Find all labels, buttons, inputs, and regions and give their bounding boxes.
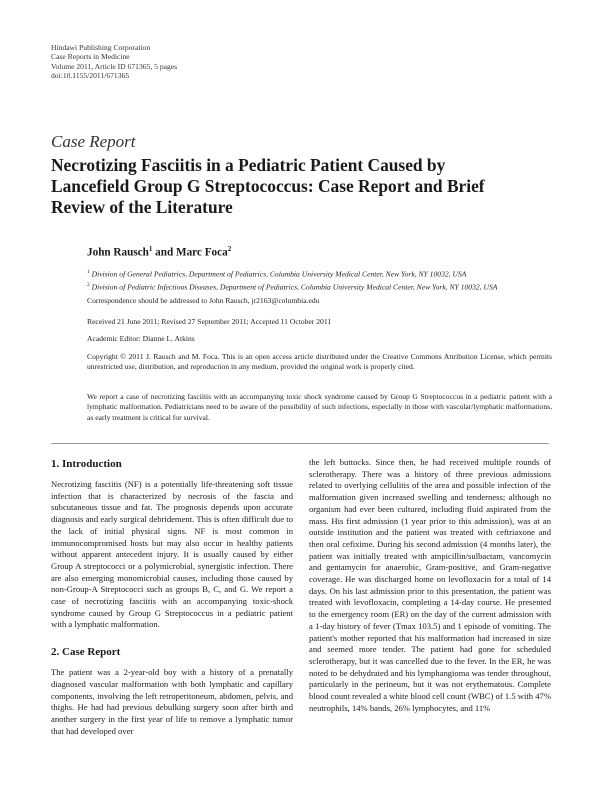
publisher-line: Hindawi Publishing Corporation [51,43,151,52]
case-report-paragraph: The patient was a 2-year-old boy with a history of a prenatally diagnosed vascular malformation with both lymphatic and capillary components, involving the left retroperitoneum, abdomen, pelvis, and thighs. He had had previous debulking surgery soon after birth and another surgery in the first year of life to remove a lymphatic tumor that had developed over [51,667,293,736]
volume-line: Volume 2011, Article ID 671365, 5 pages [51,61,178,71]
case-report-continued: the left buttocks. Since then, he had received multiple rounds of sclerotherapy. There was a history of three previous admissions related to overlying cellulitis of the area and possible infection of the malformation given increased swelling and tenderness; although no organism had ever been cultured, including fluid aspirated from the mass. His first admission (1 year prior to this admission), was at an outside institution and the patient was treated with ceftriaxone and then oral cefixime. During his second admission (4 months later), the patient was initially treated with ampicillin/sulbactam, vancomycin and gentamycin for anaerobic, Gram-positive, and Gram-negative coverage. He was discharged home on levofloxacin for a total of 14 days. On his last admission prior to this presentation, the patient was treated with levofloxacin, completing a 14-day course. He presented to the emergency room (ER) on the day of the current admission with a 1-day history of fever (Tmax 103.5) and 1 episode of vomiting. The patient's mother reported that his malformation had increased in size and seemed more tender. The patient had gone for scheduled sclerotherapy, but it was cancelled due to the fever. In the ER, he was noted to be dehydrated and his lymphangioma was tender throughout, particularly in the perineum, but it was not erythematous. Complete blood count revealed a white blood cell count (WBC) of 1.5 with 47% neutrophils, 14% bands, 26% lymphocytes, and 11% [309,457,551,713]
author-conjunction: and [152,246,177,259]
author-affiliation-mark: 1 [148,245,153,253]
affiliation-text: Division of Pediatric Infectious Diseases, Department of Pediatrics, Columbia University Medical Center, New York, NY 10032, USA [89,282,498,292]
article-dates: Received 21 June 2011; Revised 27 September 2011; Accepted 11 October 2011 [87,317,332,326]
affiliation-number: 1 [87,269,90,275]
affiliation-2 [87,280,552,293]
author-name: Marc Foca [176,246,228,259]
journal-name: Case Reports in Medicine [51,52,130,62]
affiliation-1 [87,267,552,280]
affiliations [87,267,552,293]
affiliation-number: 2 [87,281,90,288]
copyright-notice: Copyright © 2011 J. Rausch and M. Foca. This is an open access article distributed under the Creative Commons Attribution License, which permits unrestricted use, distribution, and reproduction in any medium, provided the original work is properly cited. [87,352,552,372]
right-column [309,457,551,714]
correspondence-note: Correspondence should be addressed to John Rausch, jr2163@columbia.edu [87,296,320,305]
section-heading-introduction: 1. Introduction [51,458,122,470]
article-title: Necrotizing Fasciitis in a Pediatric Patient Caused by Lancefield Group G Streptococcus: Case Report and Brief Review of the Literature [51,155,485,217]
introduction-paragraph: Necrotizing fasciitis (NF) is a potentially life-threatening soft tissue infection that is characterized by necrosis of the fascia and subcutaneous tissue and fat. The prognosis depends upon accurate diagnosis and early surgical debridement. This is often difficult due to the lack of initial physical signs. NF is most common in immunocompromised hosts but may also occur in healthy patients without apparent antecedent injury. It is usually caused by either Group A streptococci or a polymicrobial, synergistic infection. There are also emerging monomicrobial causes, including those caused by non-Group-A Streptococci such as groups B, C, and G. We report a case of necrotizing fasciitis with an accompanying toxic-shock syndrome caused by Group G Streptococcus in a pediatric patient with a lymphatic malformation. [51,479,293,630]
journal-header [51,43,177,81]
author-name: John Rausch [87,246,149,259]
left-column [51,457,293,737]
author-list [87,245,231,259]
academic-editor: Academic Editor: Dianne L. Atkins [87,334,195,343]
section-divider [51,443,549,444]
affiliation-text: Division of General Pediatrics, Department of Pediatrics, Columbia University Medical Center, New York, NY 10032, USA [89,269,467,279]
article-type: Case Report [51,132,136,151]
doi-line: doi:10.1155/2011/671365 [51,71,130,81]
abstract: We report a case of necrotizing fasciitis with an accompanying toxic shock syndrome caused by Group G Streptococcus in a pediatric patient with a lymphatic malformation. Pediatricians need to be aware of the possibility of such infections, especially in those with vascular/lymphatic malformations, as early treatment is critical for survival. [87,392,552,422]
section-heading-case-report: 2. Case Report [51,646,121,659]
author-affiliation-mark: 2 [227,245,232,253]
